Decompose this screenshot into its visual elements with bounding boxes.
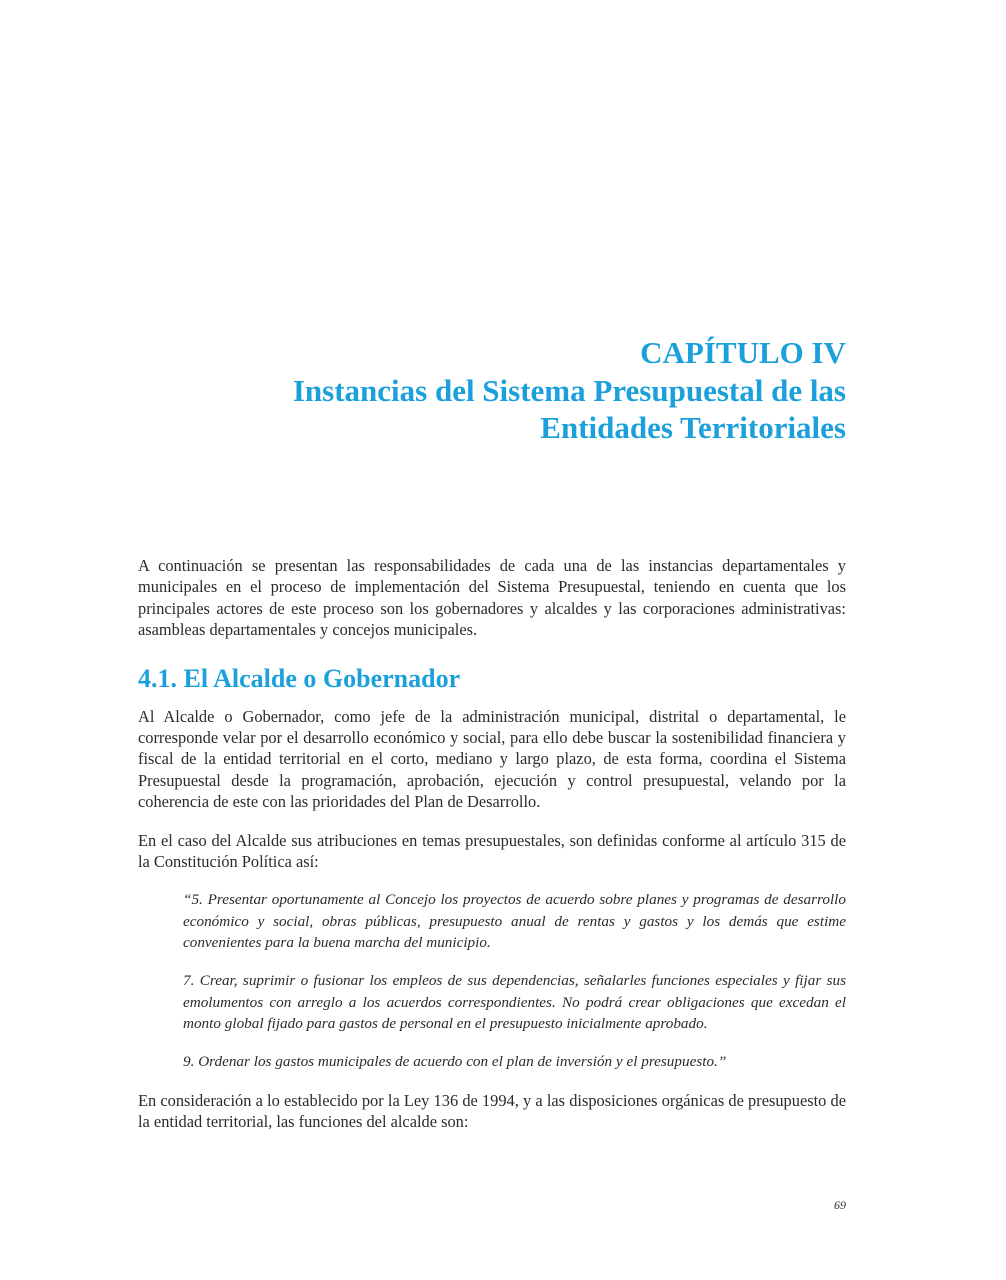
section-title: 4.1. El Alcalde o Gobernador — [138, 663, 461, 693]
quote-item: 9. Ordenar los gastos municipales de acuerdo con el plan de inversión y el presupuesto.” — [183, 1053, 727, 1071]
quote-item: “5. Presentar oportunamente al Concejo los proyectos de acuerdo sobre planes y programas de desarrollo económico y social, obras públicas, presupuesto anual de rentas y gastos y los demás que estime convenientes para la buena marcha del municipio. — [183, 891, 846, 952]
document-body — [138, 555, 846, 1132]
quote-item: 7. Crear, suprimir o fusionar los empleos de sus dependencias, señalarles funciones especiales y fijar sus emolumentos con arreglo a los acuerdos correspondientes. No podrá crear obligaciones que excedan el monto global fijado para gastos de personal en el presupuesto inicialmente aprobado. — [183, 972, 846, 1032]
page-number: 69 — [834, 1198, 846, 1212]
section-paragraph-3: En consideración a lo establecido por la Ley 136 de 1994, y a las disposiciones orgánicas de presupuesto de la entidad territorial, las funciones del alcalde son: — [138, 1090, 846, 1131]
section-paragraph-1: Al Alcalde o Gobernador, como jefe de la administración municipal, distrital o departamental, le corresponde velar por el desarrollo económico y social, para ello debe buscar la sostenibilidad financiera y fiscal de la entidad territorial en el corto, mediano y largo plazo, de esta forma, coordina el Sistema Presupuestal desde la programación, aprobación, ejecución y control presupuestal, velando por la coherencia de este con las prioridades del Plan de Desarrollo. — [138, 706, 846, 812]
intro-paragraph: A continuación se presentan las responsabilidades de cada una de las instancias departamentales y municipales en el proceso de implementación del Sistema Presupuestal, teniendo en cuenta que los principales actores de este proceso son los gobernadores y alcaldes y las corporaciones administrativas: asambleas departamentales y concejos municipales. — [138, 556, 846, 640]
chapter-label: CAPÍTULO IV — [640, 335, 846, 370]
chapter-heading — [138, 334, 846, 446]
section-paragraph-2: En el caso del Alcalde sus atribuciones en temas presupuestales, son definidas conforme al artículo 315 de la Constitución Política así: — [138, 830, 846, 872]
chapter-title-line-1: Instancias del Sistema Presupuestal de las — [292, 373, 846, 408]
chapter-title-line-2: Entidades Territoriales — [540, 410, 846, 445]
